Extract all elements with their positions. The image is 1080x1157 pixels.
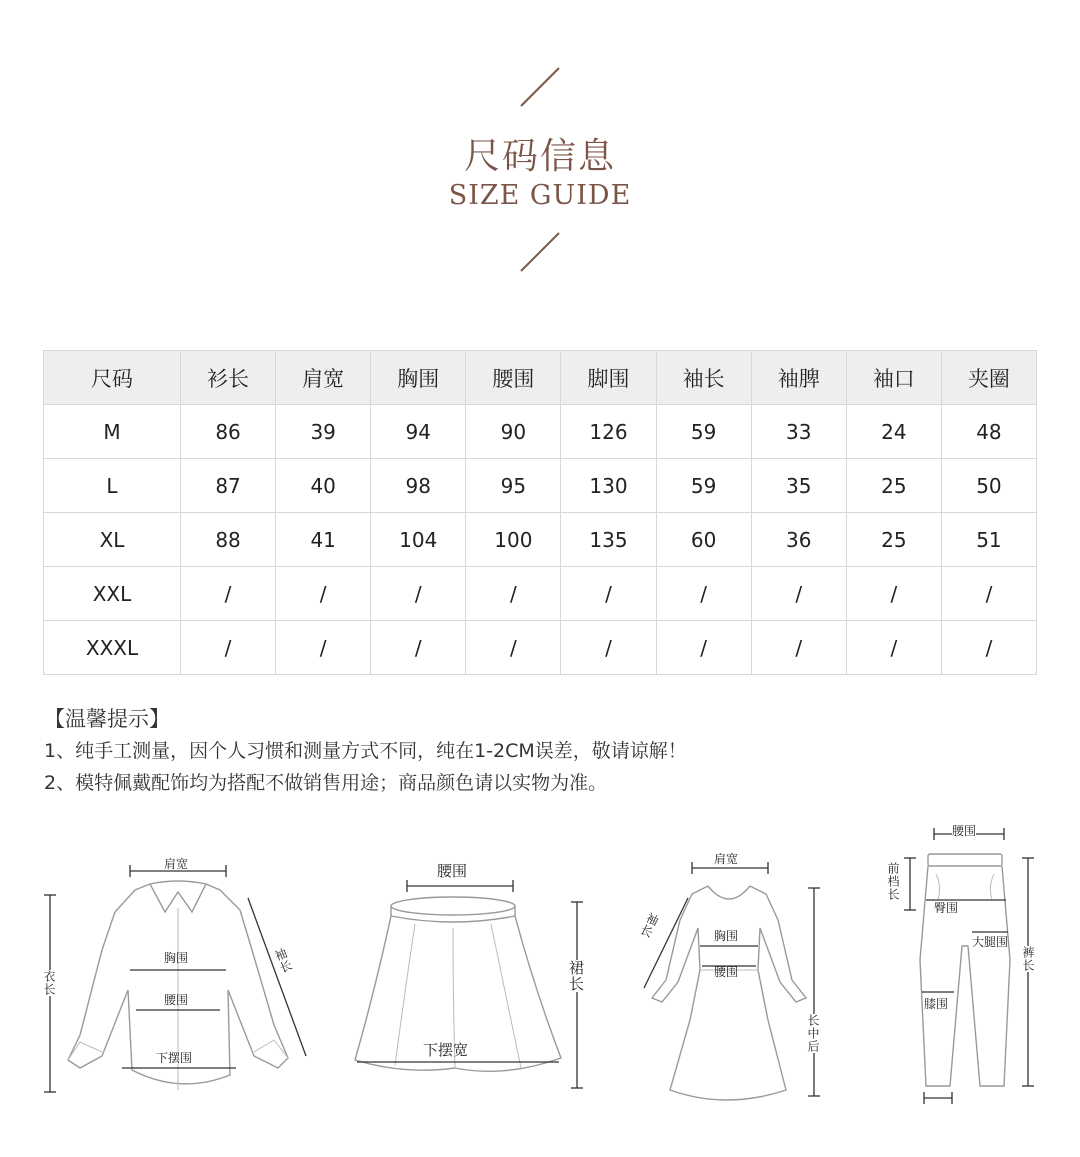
shirt-waist-label: 腰围	[164, 993, 189, 1007]
table-row	[44, 621, 1037, 675]
table-header-cell: 夹圈	[941, 351, 1036, 405]
shirt-length-label: 衣长	[42, 970, 56, 996]
table-cell: 33	[751, 405, 846, 459]
table-cell: 36	[751, 513, 846, 567]
table-cell: 90	[466, 405, 561, 459]
table-header-cell: 袖长	[656, 351, 751, 405]
pants-thigh-label: 大腿围	[972, 935, 1009, 949]
decor-slash-top	[519, 67, 561, 107]
skirt-length-label: 裙长	[567, 960, 585, 992]
skirt-illustration	[345, 820, 595, 1120]
table-cell: /	[941, 621, 1036, 675]
table-cell: 98	[371, 459, 466, 513]
table-cell: /	[656, 567, 751, 621]
table-header-cell: 衫长	[181, 351, 276, 405]
table-header-cell: 袖口	[846, 351, 941, 405]
table-cell: 24	[846, 405, 941, 459]
table-cell: 130	[561, 459, 656, 513]
table-cell: /	[656, 621, 751, 675]
table-cell: /	[751, 621, 846, 675]
table-header-cell: 胸围	[371, 351, 466, 405]
table-cell: 60	[656, 513, 751, 567]
page-title: 尺码信息	[463, 136, 616, 177]
table-cell: 126	[561, 405, 656, 459]
table-cell: 50	[941, 459, 1036, 513]
table-header-row	[44, 351, 1037, 405]
pants-length-label: 裤长	[1021, 946, 1035, 972]
table-cell: XL	[44, 513, 181, 567]
table-cell: L	[44, 459, 181, 513]
table-cell: 94	[371, 405, 466, 459]
table-row	[44, 459, 1037, 513]
table-row	[44, 567, 1037, 621]
table-cell: /	[276, 621, 371, 675]
shirt-shoulder-label: 肩宽	[164, 857, 189, 871]
shirt-diagram	[40, 820, 330, 1120]
table-header-cell: 肩宽	[276, 351, 371, 405]
table-cell: /	[181, 621, 276, 675]
skirt-diagram	[345, 820, 595, 1120]
table-cell: 59	[656, 405, 751, 459]
size-table-body	[44, 351, 1037, 675]
table-row	[44, 405, 1037, 459]
table-cell: /	[371, 621, 466, 675]
table-cell: 87	[181, 459, 276, 513]
dress-diagram	[630, 820, 830, 1120]
table-cell: /	[181, 567, 276, 621]
table-cell: /	[561, 621, 656, 675]
size-table	[43, 350, 1037, 675]
table-cell: 25	[846, 459, 941, 513]
table-cell: 95	[466, 459, 561, 513]
table-cell: XXXL	[44, 621, 181, 675]
pants-knee-label: 膝围	[924, 997, 949, 1011]
dress-length-label: 长中后	[806, 1014, 820, 1053]
table-cell: /	[371, 567, 466, 621]
shirt-hem-label: 下摆围	[156, 1051, 193, 1065]
pants-waist-label: 腰围	[952, 824, 977, 838]
table-cell: 59	[656, 459, 751, 513]
pants-rise-label: 前档长	[886, 862, 900, 901]
skirt-hem-label: 下摆宽	[423, 1041, 469, 1059]
dress-sleeve-label: 袖长	[636, 910, 661, 940]
table-cell: 88	[181, 513, 276, 567]
tips-section	[44, 703, 687, 799]
shirt-sleeve-label: 袖长	[271, 946, 295, 976]
table-cell: /	[941, 567, 1036, 621]
table-cell: 41	[276, 513, 371, 567]
table-cell: 25	[846, 513, 941, 567]
table-cell: 39	[276, 405, 371, 459]
shirt-chest-label: 胸围	[164, 951, 189, 965]
table-header-cell: 脚围	[561, 351, 656, 405]
table-cell: /	[466, 567, 561, 621]
skirt-waist-label: 腰围	[437, 862, 468, 880]
table-header-cell: 尺码	[44, 351, 181, 405]
table-cell: /	[846, 621, 941, 675]
table-cell: /	[846, 567, 941, 621]
tips-line-2: 2、模特佩戴配饰均为搭配不做销售用途；商品颜色请以实物为准。	[44, 772, 608, 794]
table-cell: /	[276, 567, 371, 621]
tips-title: 【温馨提示】	[44, 707, 170, 731]
table-cell: 40	[276, 459, 371, 513]
dress-waist-label: 腰围	[714, 965, 739, 979]
table-row	[44, 513, 1037, 567]
table-cell: 86	[181, 405, 276, 459]
dress-shoulder-label: 肩宽	[714, 852, 739, 866]
table-cell: /	[561, 567, 656, 621]
pants-hip-label: 臀围	[934, 901, 959, 915]
table-cell: 51	[941, 513, 1036, 567]
table-cell: 135	[561, 513, 656, 567]
table-cell: 100	[466, 513, 561, 567]
table-header-cell: 腰围	[466, 351, 561, 405]
table-cell: /	[466, 621, 561, 675]
table-cell: 104	[371, 513, 466, 567]
table-cell: 48	[941, 405, 1036, 459]
table-cell: 35	[751, 459, 846, 513]
table-header-cell: 袖脾	[751, 351, 846, 405]
dress-chest-label: 胸围	[714, 929, 739, 943]
table-cell: XXL	[44, 567, 181, 621]
table-cell: M	[44, 405, 181, 459]
decor-slash-bottom	[519, 232, 561, 272]
tips-line-1: 1、纯手工测量，因个人习惯和测量方式不同，纯在1-2CM误差，敬请谅解！	[44, 740, 687, 762]
pants-diagram	[880, 820, 1050, 1120]
page-subtitle: SIZE GUIDE	[448, 180, 632, 211]
table-cell: /	[751, 567, 846, 621]
